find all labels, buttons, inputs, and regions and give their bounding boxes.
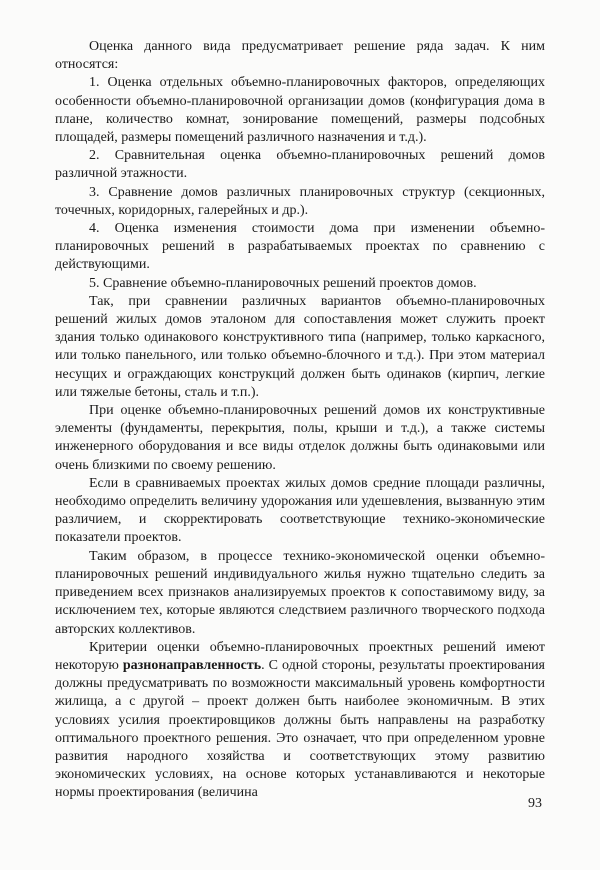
paragraph-item-4: 4. Оценка изменения стоимости дома при изменении объемно-планировочных решений в разрабатываемых проектах по сравнению с действующими. — [55, 221, 545, 273]
paragraph-intro: Оценка данного вида предусматривает решение ряда задач. К ним относятся: — [55, 39, 545, 73]
paragraph-comparability: Таким образом, в процессе технико-экономической оценки объемно-планировочных решений индивидуального жилья нужно тщательно следить за приведением всех признаков анализируемых проектов к сопоставимому виду, за исключением тех, которые являются следствием различного творческого подхода авторских коллективов. — [55, 548, 545, 637]
paragraph-item-3: 3. Сравнение домов различных планировочных структур (секционных, точечных, коридорных, галерейных и др.). — [55, 184, 545, 218]
criteria-text-end: . С одной стороны, результаты проектирования должны предусматривать по возможности максимальный уровень комфортности жилища, а с другой – проект должен быть наиболее экономичным. В этих условиях усилия проектировщиков должны быть направлены на разработку оптимального проектного решения. Это означает, что при определенном уровне развития народного хозяйства и соответствующих этому развитию экономических условиях, на основе которых устанавливаются и некоторые нормы проектирования (величина — [55, 657, 545, 801]
paragraph-criteria — [55, 639, 545, 803]
paragraph-item-5: 5. Сравнение объемно-планировочных решений проектов домов. — [89, 275, 477, 291]
body-text — [55, 38, 545, 803]
paragraph-item-2: 2. Сравнительная оценка объемно-планировочных решений домов различной этажности. — [55, 148, 545, 182]
criteria-text-start: Критерии оценки объемно-планировочных проектных решений имеют некоторую — [55, 639, 545, 673]
page-number: 93 — [528, 796, 542, 811]
paragraph-area-correction: Если в сравниваемых проектах жилых домов средние площади различны, необходимо определить величину удорожания или удешевления, вызванную этим различием, и скорректировать соответствующие технико-экономические показатели проектов. — [55, 475, 545, 546]
paragraph-item-1: 1. Оценка отдельных объемно-планировочных факторов, определяющих особенности объемно-планировочной организации домов (конфигурация дома в плане, количество комнат, зонирование помещений, размеры подсобных площадей, размеры помещений различного назначения и т.д.). — [55, 75, 545, 146]
paragraph-reference-standard: Так, при сравнении различных вариантов объемно-планировочных решений жилых домов эталоном для сопоставления может служить проект здания только одинакового конструктивного типа (например, только каркасного, или только панельного, или только объемно-блочного и т.д.). При этом материал несущих и ограждающих конструкций должен быть одинаков (кирпич, легкие или тяжелые бетоны, сталь и т.п.). — [55, 293, 545, 400]
paragraph-structural-elements: При оценке объемно-планировочных решений домов их конструктивные элементы (фундаменты, перекрытия, полы, крыши и т.д.), а также системы инженерного оборудования и все виды отделок должны быть одинаковыми или очень близкими по своему решению. — [55, 403, 545, 473]
criteria-emphasis: разнонаправленность — [122, 657, 262, 673]
